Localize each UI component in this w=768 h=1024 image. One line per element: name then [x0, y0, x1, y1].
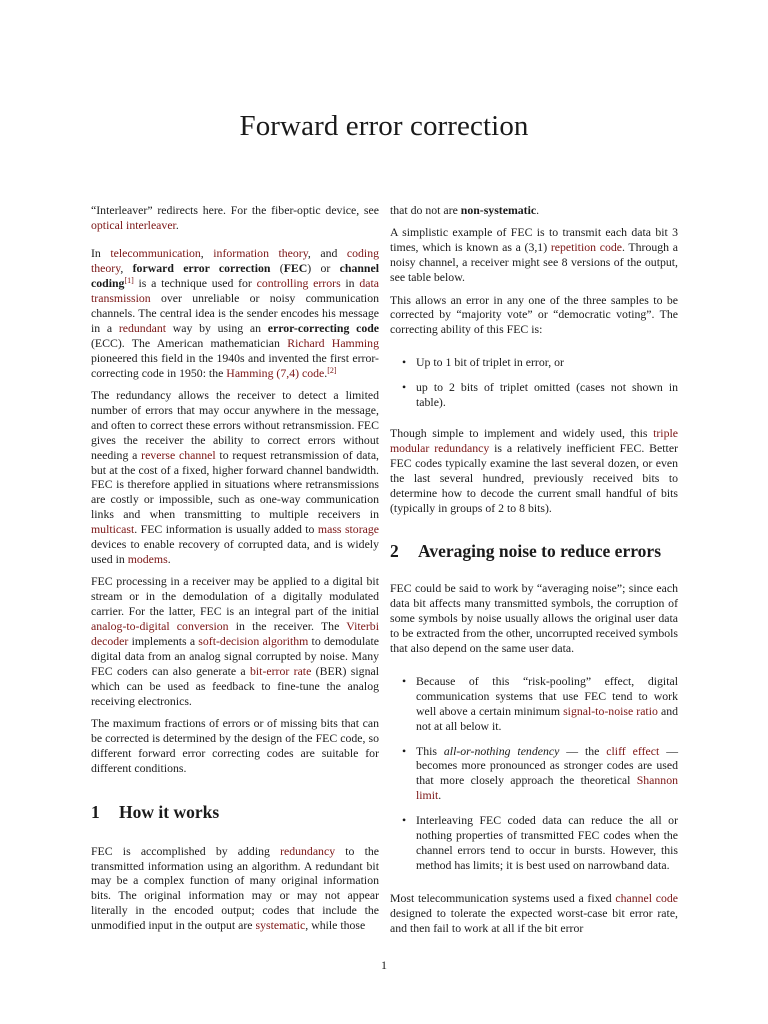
- redundancy-paragraph: The redundancy allows the receiver to detect a limited number of errors that may occur anywhere in the message, and often to correct these errors without retransmission. FEC gives the receiver the ability to correct errors without needing a reverse channel to request retransmission of data, but at the cost of a fixed, higher forward channel bandwidth. FEC is therefore applied in situations where retransmissions are costly or impossible, such as one-way communication links and when transmitting to multiple receivers in multicast. FEC information is usually added to mass storage devices to enable recovery of corrupted data, and is widely used in modems.: [91, 387, 380, 566]
- link-hamming-code[interactable]: Hamming (7,4) code: [226, 365, 325, 380]
- link-controlling-errors[interactable]: controlling errors: [256, 276, 341, 291]
- page-title: Forward error correction: [239, 110, 529, 142]
- continuation-paragraph: that do not are non-systematic.: [390, 203, 540, 217]
- link-mass-storage[interactable]: mass storage: [317, 522, 380, 537]
- list-item: • up to 2 bits of triplet omitted (cases not shown in table).: [390, 380, 678, 410]
- link-redundant[interactable]: redundant: [118, 320, 167, 335]
- processing-paragraph: FEC processing in a receiver may be applied to a digital bit stream or in the demodulation of a digitally modulated carrier. For the latter, FEC is an integral part of the initial analog-to-digital conversion in the receiver. The Viterbi decoder implements a soft-decision algorithm to demodulate digital data from an analog signal corrupted by noise. Many FEC coders can also generate a bit-error rate (BER) signal which can be used as feedback to fine-tune the analog receiving electronics.: [91, 574, 379, 708]
- left-column: [91, 203, 379, 941]
- allows-paragraph: This allows an error in any one of the three samples to be corrected by “majority vote” or “democratic voting”. The correcting ability of this FEC is:: [390, 292, 678, 337]
- link-modems[interactable]: modems: [127, 551, 168, 566]
- maximum-paragraph: The maximum fractions of errors or of missing bits that can be corrected is determined by the design of the FEC code, so different forward error correcting codes are suitable for different conditions.: [91, 716, 379, 775]
- link-repetition-code[interactable]: repetition code: [550, 240, 622, 255]
- link-shannon-limit[interactable]: Shannon limit: [416, 773, 678, 803]
- accomplished-paragraph: FEC is accomplished by adding redundancy to the transmitted information using an algorithm. A redundant bit may be a complex function of many original information bits. The original information may or may not appear literally in the encoded output; codes that include the unmodified input in the output are systematic, while those: [91, 843, 379, 933]
- citation-1[interactable]: [1]: [124, 276, 134, 286]
- link-systematic[interactable]: systematic: [255, 918, 306, 933]
- link-soft-decision[interactable]: soft-decision algorithm: [198, 633, 309, 648]
- link-analog-to-digital[interactable]: analog-to-digital conversion: [91, 619, 229, 634]
- link-reverse-channel[interactable]: reverse channel: [141, 447, 216, 462]
- link-multicast[interactable]: multicast: [91, 522, 135, 537]
- page-number: 1: [381, 958, 387, 972]
- averaging-list: [390, 674, 678, 873]
- link-viterbi-decoder[interactable]: Viterbi decoder: [91, 619, 379, 648]
- most-paragraph: Most telecommunication systems used a fixed channel code designed to tolerate the expected worst-case bit error rate, and then fail to work at all if the bit error: [390, 890, 678, 935]
- list-item: • Interleaving FEC coded data can reduce the all or nothing properties of transmitted FEC codes when the channel errors tend to occur in bursts. However, this method has limits; it is best used on narrowband data.: [390, 813, 678, 873]
- link-information-theory[interactable]: information theory: [213, 246, 308, 261]
- link-channel-code[interactable]: channel code: [615, 890, 678, 905]
- link-data-transmission[interactable]: data transmission: [91, 276, 379, 306]
- list-item: • This all-or-nothing tendency — the cliff effect — becomes more pronounced as stronger codes are used that more closely approach the theoretical Shannon limit.: [390, 744, 678, 804]
- simplistic-paragraph: A simplistic example of FEC is to transmit each data bit 3 times, which is known as a (3,1) repetition code. Through a noisy channel, a receiver might see 8 versions of the output, see table below.: [390, 225, 678, 285]
- link-optical-interleaver[interactable]: optical interleaver: [91, 217, 176, 232]
- citation-2[interactable]: [2]: [327, 365, 337, 375]
- link-bit-error-rate[interactable]: bit-error rate: [250, 663, 312, 678]
- link-cliff-effect[interactable]: cliff effect: [606, 743, 660, 758]
- link-triple-modular-redundancy[interactable]: triple modular redundancy: [390, 425, 678, 455]
- right-column: [390, 203, 678, 943]
- list-item: • Because of this “risk-pooling” effect, digital communication systems that use FEC tend to work well above a certain minimum signal-to-noise ratio and not at all below it.: [390, 674, 678, 734]
- list-item: • Up to 1 bit of triplet in error, or: [390, 355, 678, 370]
- intro-paragraph: In telecommunication, information theory, and coding theory, forward error correction (FEC) or channel coding[1] is a technique used for controlling errors in data transmission over unreliable or noisy communication channels. The central idea is the sender encodes his message in a redundant way by using an error-correcting code (ECC). The American mathematician Richard Hamming pioneered this field in the 1940s and invented the first error-correcting code in 1950: the Hamming (7,4) code.[2]: [91, 246, 380, 380]
- section-2-heading: 2 Averaging noise to reduce errors: [390, 541, 662, 562]
- redirect-note: “Interleaver” redirects here. For the fiber-optic device, see optical interleaver.: [91, 203, 379, 232]
- though-paragraph: Though simple to implement and widely used, this triple modular redundancy is a relatively inefficient FEC. Better FEC codes typically examine the last several dozen, or even the last several hundred, previously received bits to determine how to decode the current small handful of bits (typically in groups of 2 to 8 bits).: [390, 425, 678, 515]
- link-richard-hamming[interactable]: Richard Hamming: [287, 335, 379, 350]
- correcting-ability-list: [390, 355, 678, 410]
- section-1-heading: 1 How it works: [91, 801, 220, 822]
- link-redundancy[interactable]: redundancy: [280, 843, 336, 858]
- link-signal-to-noise[interactable]: signal-to-noise ratio: [563, 703, 658, 718]
- averaging-paragraph: FEC could be said to work by “averaging noise”; since each data bit affects many transmitted symbols, the corruption of some symbols by noise usually allows the original user data to be extracted from the other, uncorrupted received symbols that also depend on the same user data.: [390, 581, 678, 656]
- link-telecommunication[interactable]: telecommunication: [110, 246, 201, 261]
- link-coding-theory[interactable]: coding theory: [91, 246, 379, 276]
